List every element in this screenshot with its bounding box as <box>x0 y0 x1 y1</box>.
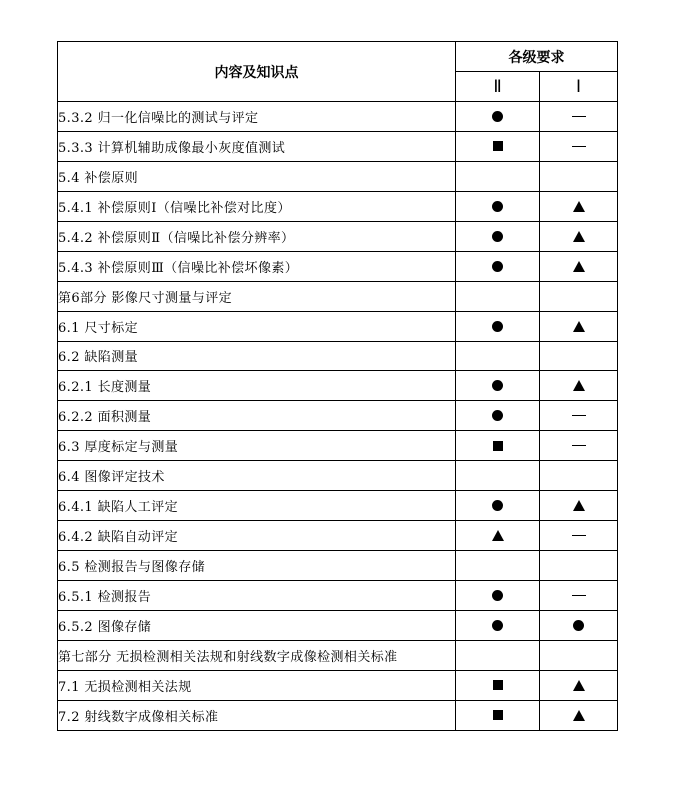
square-icon <box>493 441 503 451</box>
level-ii-cell <box>456 670 540 700</box>
level-ii-cell <box>456 431 540 461</box>
dash-icon <box>572 415 586 416</box>
levels-column-header: 各级要求 <box>456 42 618 72</box>
level-ii-cell <box>456 281 540 311</box>
level-i-cell <box>540 581 618 611</box>
dash-icon <box>572 535 586 536</box>
level-ii-cell <box>456 700 540 730</box>
table-row <box>58 251 618 281</box>
triangle-icon <box>492 530 504 541</box>
table-row <box>58 640 618 670</box>
circle-icon <box>492 410 503 421</box>
row-content: 5.3.2 归一化信噪比的测试与评定 <box>58 102 456 132</box>
table-row <box>58 311 618 341</box>
level-ii-cell <box>456 161 540 191</box>
table-row <box>58 551 618 581</box>
row-content: 5.4.2 补偿原则Ⅱ（信噪比补偿分辨率） <box>58 221 456 251</box>
row-content: 6.5.2 图像存储 <box>58 610 456 640</box>
table-row <box>58 431 618 461</box>
level-i-cell <box>540 700 618 730</box>
table-row <box>58 581 618 611</box>
level-i-cell <box>540 191 618 221</box>
level-ii-cell <box>456 341 540 371</box>
level-ii-cell <box>456 191 540 221</box>
triangle-icon <box>573 261 585 272</box>
circle-icon <box>492 111 503 122</box>
row-content: 6.2.2 面积测量 <box>58 401 456 431</box>
level-ii-cell <box>456 311 540 341</box>
level-ii-cell <box>456 131 540 161</box>
level-i-cell <box>540 461 618 491</box>
table-row <box>58 700 618 730</box>
row-content: 5.4.3 补偿原则Ⅲ（信噪比补偿坏像素） <box>58 251 456 281</box>
triangle-icon <box>573 321 585 332</box>
table-row <box>58 491 618 521</box>
triangle-icon <box>573 231 585 242</box>
row-content: 6.5.1 检测报告 <box>58 581 456 611</box>
content-column-header: 内容及知识点 <box>58 42 456 102</box>
dash-icon <box>572 116 586 117</box>
row-content: 5.3.3 计算机辅助成像最小灰度值测试 <box>58 131 456 161</box>
level-ii-header: Ⅱ <box>456 72 540 102</box>
level-i-cell <box>540 610 618 640</box>
table-row <box>58 401 618 431</box>
level-i-cell <box>540 640 618 670</box>
triangle-icon <box>573 710 585 721</box>
row-content: 6.4.2 缺陷自动评定 <box>58 521 456 551</box>
square-icon <box>493 141 503 151</box>
table-row <box>58 371 618 401</box>
table-body <box>58 102 618 731</box>
level-i-cell <box>540 551 618 581</box>
level-ii-cell <box>456 491 540 521</box>
circle-icon <box>492 380 503 391</box>
triangle-icon <box>573 380 585 391</box>
circle-icon <box>492 500 503 511</box>
table-row <box>58 131 618 161</box>
level-ii-cell <box>456 221 540 251</box>
table-row <box>58 610 618 640</box>
row-content: 6.1 尺寸标定 <box>58 311 456 341</box>
level-ii-cell <box>456 610 540 640</box>
level-i-cell <box>540 670 618 700</box>
dash-icon <box>572 595 586 596</box>
level-ii-cell <box>456 581 540 611</box>
triangle-icon <box>573 500 585 511</box>
level-i-cell <box>540 131 618 161</box>
square-icon <box>493 680 503 690</box>
table-row <box>58 191 618 221</box>
circle-icon <box>492 261 503 272</box>
level-i-cell <box>540 161 618 191</box>
dash-icon <box>572 445 586 446</box>
table-row <box>58 461 618 491</box>
circle-icon <box>573 620 584 631</box>
dash-icon <box>572 146 586 147</box>
row-content: 6.3 厚度标定与测量 <box>58 431 456 461</box>
row-content: 5.4 补偿原则 <box>58 161 456 191</box>
row-content: 第七部分 无损检测相关法规和射线数字成像检测相关标准 <box>58 640 456 670</box>
row-content: 6.4 图像评定技术 <box>58 461 456 491</box>
level-ii-cell <box>456 521 540 551</box>
level-i-cell <box>540 431 618 461</box>
circle-icon <box>492 620 503 631</box>
level-ii-cell <box>456 640 540 670</box>
level-i-cell <box>540 221 618 251</box>
row-content: 6.2.1 长度测量 <box>58 371 456 401</box>
level-i-cell <box>540 401 618 431</box>
row-content: 7.1 无损检测相关法规 <box>58 670 456 700</box>
level-ii-cell <box>456 461 540 491</box>
requirements-table <box>57 41 618 731</box>
circle-icon <box>492 231 503 242</box>
level-ii-cell <box>456 401 540 431</box>
table-row <box>58 161 618 191</box>
level-i-cell <box>540 311 618 341</box>
row-content: 第6部分 影像尺寸测量与评定 <box>58 281 456 311</box>
level-i-cell <box>540 371 618 401</box>
row-content: 5.4.1 补偿原则Ⅰ（信噪比补偿对比度） <box>58 191 456 221</box>
row-content: 6.2 缺陷测量 <box>58 341 456 371</box>
row-content: 6.4.1 缺陷人工评定 <box>58 491 456 521</box>
level-i-header: Ⅰ <box>540 72 618 102</box>
table-row <box>58 221 618 251</box>
level-ii-cell <box>456 102 540 132</box>
table-row <box>58 102 618 132</box>
level-ii-cell <box>456 371 540 401</box>
level-i-cell <box>540 521 618 551</box>
level-i-cell <box>540 491 618 521</box>
level-i-cell <box>540 251 618 281</box>
circle-icon <box>492 590 503 601</box>
circle-icon <box>492 321 503 332</box>
level-ii-cell <box>456 251 540 281</box>
circle-icon <box>492 201 503 212</box>
triangle-icon <box>573 201 585 212</box>
table-row <box>58 521 618 551</box>
row-content: 6.5 检测报告与图像存储 <box>58 551 456 581</box>
level-i-cell <box>540 102 618 132</box>
row-content: 7.2 射线数字成像相关标准 <box>58 700 456 730</box>
square-icon <box>493 710 503 720</box>
table-row <box>58 341 618 371</box>
level-ii-cell <box>456 551 540 581</box>
table-row <box>58 670 618 700</box>
level-i-cell <box>540 281 618 311</box>
level-i-cell <box>540 341 618 371</box>
triangle-icon <box>573 680 585 691</box>
table-row <box>58 281 618 311</box>
